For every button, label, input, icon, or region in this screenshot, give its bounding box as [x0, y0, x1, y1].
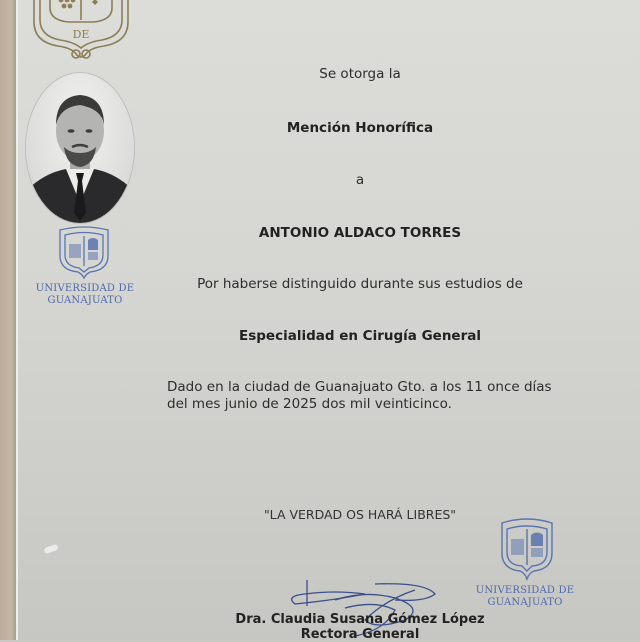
- university-crest-gold-icon: [28, 0, 134, 60]
- reason-text: Por haberse distinguido durante sus estudios de: [197, 276, 523, 292]
- frame-edge: [0, 0, 16, 640]
- intro-text: Se otorga la: [319, 66, 401, 82]
- university-name-line1: UNIVERSIDAD DE: [475, 585, 575, 596]
- university-name-line1: UNIVERSIDAD DE: [35, 283, 135, 294]
- signatory-title: Rectora General: [300, 627, 420, 642]
- program-name: Especialidad en Cirugía General: [239, 328, 481, 344]
- signatory-block: [220, 612, 500, 642]
- university-name-line2: GUANAJUATO: [487, 597, 563, 608]
- university-crest-blue-icon: [498, 515, 556, 581]
- date-line-2: del mes junio de 2025 dos mil veinticinco.: [167, 396, 452, 412]
- svg-text:DE: DE: [72, 28, 90, 41]
- university-name-right: [470, 585, 580, 609]
- recipient-portrait: [26, 73, 134, 223]
- date-line-1: Dado en la ciudad de Guanajuato Gto. a los 11 once días: [167, 379, 552, 395]
- person-photo-icon: [26, 73, 134, 223]
- signatory-name: Dra. Claudia Susana Gómez López: [235, 612, 485, 627]
- university-crest-blue-icon: [56, 224, 112, 280]
- award-title: Mención Honorífica: [286, 120, 434, 136]
- recipient-name: ANTONIO ALDACO TORRES: [258, 225, 462, 241]
- university-name-line2: GUANAJUATO: [47, 295, 123, 306]
- connector-text: a: [355, 172, 365, 188]
- university-motto: "LA VERDAD OS HARÁ LIBRES": [263, 507, 457, 522]
- date-statement: [167, 379, 567, 413]
- university-name-left: [30, 283, 140, 307]
